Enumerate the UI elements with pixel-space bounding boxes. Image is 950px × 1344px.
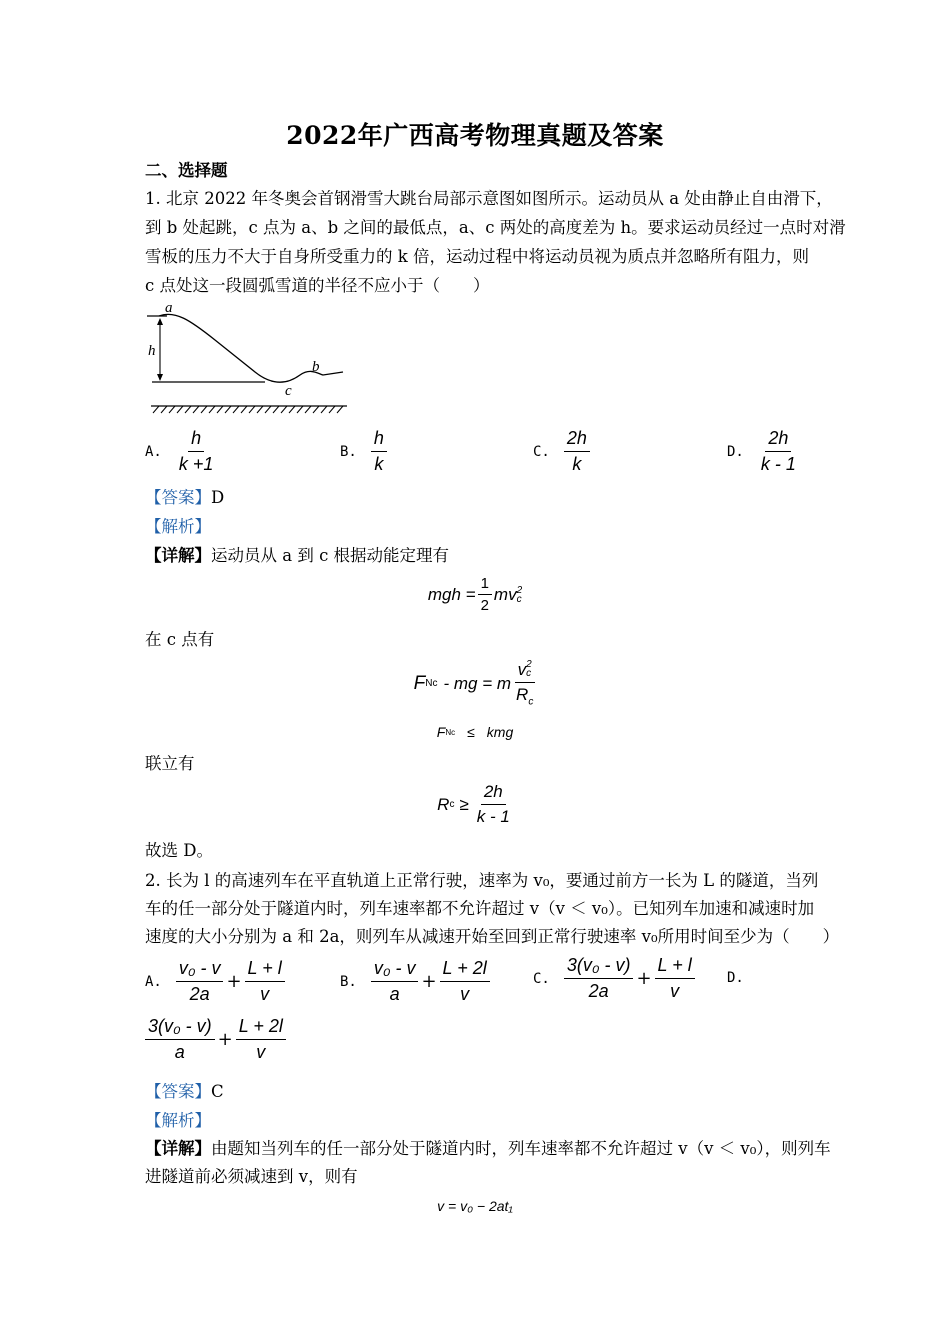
- q2-detail-2: 进隧道前必须减速到 v，则有: [145, 1167, 358, 1186]
- ski-jump-figure: [145, 300, 355, 415]
- q2-analysis-tag: 【解析】: [145, 1111, 211, 1130]
- q2-option-b: B. $\frac{\text{v₀ - v}}{a}$ + $\frac{L + 2l}{v}$: [340, 958, 490, 1005]
- q2-line-1: 2. 长为 l 的高速列车在平直轨道上正常行驶，速率为 v₀，要通过前方一长为 L 的隧道，当列: [145, 871, 819, 890]
- q2-answer: 【答案】C: [145, 1082, 224, 1101]
- label-b: b: [312, 359, 320, 375]
- q1-analysis-tag: 【解析】: [145, 517, 211, 536]
- equation-energy: mgh = $\frac{1}{2}$ mv 2 c: [427, 575, 523, 614]
- section-heading: 二、选择题: [145, 161, 228, 180]
- q2-option-a: A. $\frac{\text{v₀ - v}}{2a}$ + $\frac{L + l}{v}$: [145, 958, 285, 1005]
- q1-combine: 联立有: [145, 754, 195, 773]
- q2-line-3: 速度的大小分别为 a 和 2a，则列车从减速开始至回到正常行驶速率 v₀所用时间至少为（ ）: [145, 927, 840, 946]
- equation-result: R c ≥ $\frac{2h}{k - 1}$: [437, 782, 510, 826]
- page-title: 2022年广西高考物理真题及答案: [286, 121, 664, 150]
- q2-option-d: $\frac{\text{3(v₀ - v)}}{a}$ + $\frac{L + 2l}{v}$: [145, 1016, 286, 1063]
- q2-option-d-label: D.: [727, 970, 744, 986]
- q2-option-c: C. $\frac{\text{3(v₀ - v)}}{2a}$ + $\frac{L + l}{v}$: [533, 955, 695, 1002]
- q1-conclusion: 故选 D。: [145, 841, 213, 860]
- q1-line-4: c 点处这一段圆弧雪道的半径不应小于（ ）: [145, 276, 490, 295]
- label-c: c: [285, 383, 292, 399]
- q1-option-b: B. $\frac{h}{k}$: [340, 428, 387, 475]
- equation-newton: F Nc - mg = m v 2 c $R_c$: [413, 659, 534, 708]
- q1-line-1: 1. 北京 2022 年冬奥会首钢滑雪大跳台局部示意图如图所示。运动员从 a 处由静止自由滑下，: [145, 189, 833, 208]
- q1-detail: 【详解】运动员从 a 到 c 根据动能定理有: [145, 546, 450, 565]
- q1-line-2: 到 b 处起跳，c 点为 a、b 之间的最低点，a、c 两处的高度差为 h。要求运动员经过一点时对滑: [145, 218, 846, 237]
- equation-inequality: F Nc ≤ kmg: [436, 724, 514, 740]
- q2-equation-decel: v = v₀ − 2at₁: [437, 1198, 513, 1214]
- label-a: a: [165, 300, 173, 316]
- label-h: h: [148, 343, 156, 359]
- q1-answer: 【答案】D: [145, 488, 225, 507]
- q1-line-3: 雪板的压力不大于自身所受重力的 k 倍，运动过程中将运动员视为质点并忽略所有阻力，则: [145, 247, 809, 266]
- q1-option-c: C. $\frac{2h}{k}$: [533, 428, 590, 475]
- q1-option-a: A. $\frac{h}{k +1}$: [145, 428, 214, 474]
- q1-at-c: 在 c 点有: [145, 630, 215, 649]
- q2-detail-1: 【详解】由题知当列车的任一部分处于隧道内时，列车速率都不允许超过 v（v ＜ v₀），则列车: [145, 1139, 831, 1158]
- q2-line-2: 车的任一部分处于隧道内时，列车速率都不允许超过 v（v ＜ v₀）。已知列车加速和减速时加: [145, 899, 815, 918]
- q1-option-d: D. $\frac{2h}{k - 1}$: [727, 428, 796, 474]
